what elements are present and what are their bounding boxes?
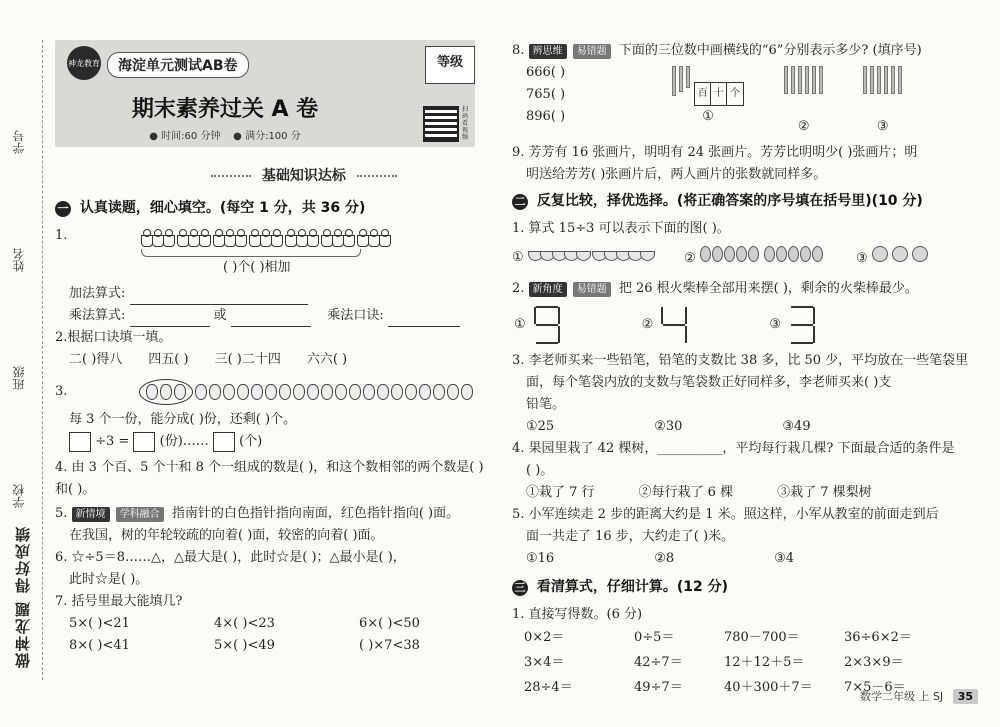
name-label: 姓名: [12, 248, 26, 272]
s2-question-2: 2. 新角度 易错题 把 26 根火柴棒全部用来摆( )，剩余的火柴棒最少。 ① ② ③: [512, 278, 982, 344]
option-ten-sticks: ②: [784, 66, 823, 138]
option-grapes: ②: [684, 246, 824, 270]
pear-group-circled: [139, 379, 193, 405]
question-1: [55, 225, 495, 327]
question-5: 5. 新情境 学科融合 指南针的白色指针指向南面，红色指针指向( )面。 在我国，树的年轮较疏的向着( )面，较密的向着( )面。: [55, 503, 495, 547]
option-bananas: ①: [512, 247, 652, 269]
page-footer: [860, 688, 978, 704]
answer-box[interactable]: [133, 432, 155, 452]
decor-line: [211, 175, 251, 177]
s3-question-1: 1. 直接写得数。(6 分) 0×2＝ 0÷5＝ 780－700＝ 36÷6×2＝ 3×4＝ 42÷7＝ 12＋12＋5＝ 2×3×9＝ 28÷4＝ 49÷7＝ 40＋300＋7＝ 7×5－6＝: [512, 604, 982, 699]
q2-item: 六六( ): [306, 352, 348, 367]
brand-logo: 神龙教育: [67, 46, 101, 80]
section-1-text: 认真读题，细心填空。(每空 1 分，共 36 分): [79, 200, 366, 216]
s2q5-options: ①16 ②8 ③4: [526, 551, 795, 566]
q8-number-list: 666( ) 765( ) 896( ): [526, 65, 566, 124]
option-digit-3: ③: [769, 306, 817, 344]
option-abacus: 百 十 个 ①: [672, 66, 744, 138]
class-label: 班级: [12, 366, 26, 390]
q5-text1: 指南针的白色指针指向南面，红色指针指向( )面。: [171, 506, 460, 521]
option-peaches: ③: [856, 246, 932, 270]
q2-item: 四五( ): [148, 352, 189, 367]
answer-box[interactable]: [213, 432, 235, 452]
s2q1-options: [512, 246, 982, 270]
stick-bundle: [784, 66, 823, 94]
tag-new-angle: 新角度: [529, 282, 567, 297]
q9-line1: 9. 芳芳有 16 张画片，明明有 24 张画片。芳芳比明明少( )张画片；明: [512, 145, 918, 160]
decor-line: [357, 175, 397, 177]
tag-interdisciplinary: 学科融合: [116, 507, 164, 522]
q2-text: 2.根据口诀填一填。: [55, 330, 172, 345]
stick-bundle: [863, 66, 902, 94]
student-id-label: 学号: [12, 130, 26, 154]
place-value-labels: 百 十 个: [694, 82, 744, 106]
s2q2-options: [514, 306, 982, 344]
q8-options: [672, 66, 902, 138]
question-6: [55, 547, 495, 591]
left-column: [55, 40, 495, 657]
q5-text2: 在我国，树的年轮较疏的向着( )面，较密的向着( )面。: [69, 528, 384, 543]
grade-box: 等级: [425, 46, 475, 84]
option-stick-group: ③: [863, 66, 902, 138]
school-label: 学校: [12, 484, 26, 508]
q7-items: 5×( )<21 4×( )<23 6×( )<50 8×( )<41 5×( )<49 ( )×7<38: [69, 616, 420, 653]
q6-line1: 6. ☆÷5＝8……△，△最大是( )，此时☆是( )；△最小是( )，: [55, 550, 406, 565]
footer-text: 数学二年级 上 SJ: [859, 690, 944, 703]
pear-illustration: [139, 379, 473, 405]
question-3: [55, 379, 495, 453]
section-3-title: 三 看清算式，仔细计算。(12 分): [512, 576, 982, 596]
section-1-title: [55, 197, 495, 217]
pot-illustration: [141, 229, 495, 247]
q8-body: [512, 62, 982, 138]
brand-name: 海淀单元测试AB卷: [107, 52, 249, 78]
s2-question-4: 4. 果园里栽了 42 棵树，__________，平均每行栽几棵? 下面最合适的条件是 ( )。 ①栽了 7 行 ②每行栽了 6 棵 ③栽了 7 棵梨树: [512, 438, 982, 504]
section-heading-basic: [205, 165, 495, 185]
tag-new-context: 新情境: [72, 507, 110, 522]
s2-question-1: 1. 算式 15÷3 可以表示下面的图( )。 ① ② ③: [512, 218, 982, 270]
question-8: 8. 辨思维 易错题 下面的三位数中画横线的“6”分别表示多少? (填序号) 666( ) 765( ) 896( ) 百 十 个 ① ② ③: [512, 40, 982, 138]
exam-header: [55, 40, 475, 147]
time-limit: ● 时间:60 分钟: [149, 131, 221, 142]
q1-caption: ( )个( )相加: [223, 260, 291, 275]
answer-blank[interactable]: [231, 313, 311, 327]
exam-title: 期末素养过关 A 卷: [131, 97, 319, 122]
q3-number: 3.: [55, 384, 68, 399]
q7-text: 7. 括号里最大能填几?: [55, 594, 183, 609]
abacus-rods: [672, 66, 690, 96]
q9-line2: 明送给芳芳( )张画片后，两人画片的张数就同样多。: [526, 167, 827, 182]
q8-text: 下面的三位数中画横线的“6”分别表示多少? (填序号): [618, 43, 922, 58]
page-number: 35: [953, 689, 978, 704]
binding-gutter: [0, 0, 50, 727]
s2q4-options: ①栽了 7 行 ②每行栽了 6 棵 ③栽了 7 棵梨树: [526, 485, 872, 500]
q3-equation: ÷3 = (份)…… (个): [55, 431, 495, 453]
q2-items: [55, 349, 495, 371]
question-4: 4. 由 3 个百、5 个十和 8 个一组成的数是( )，和这个数相邻的两个数是( )和( )。: [55, 460, 484, 497]
answer-blank[interactable]: [130, 313, 210, 327]
qr-code-icon: [423, 106, 459, 142]
question-9: [512, 142, 982, 186]
tag-error-prone: 易错题: [573, 282, 611, 297]
option-digit-4: ②: [642, 306, 690, 344]
option-digit-9: ①: [514, 306, 562, 344]
exam-meta: [55, 127, 395, 142]
q2-item: 二( )得八: [69, 352, 123, 367]
s2-question-5: 5. 小军连续走 2 步的距离大约是 1 米。照这样，小军从教室的前面走到后 面一共走了 16 步，大约走了( )米。 ①16 ②8 ③4: [512, 504, 982, 570]
answer-blank[interactable]: [388, 313, 460, 327]
q3-pears-row: [55, 379, 495, 405]
question-2: [55, 327, 495, 371]
brace: [141, 249, 361, 257]
full-score: ● 满分:100 分: [233, 131, 301, 142]
q3-text: 每 3 个一份，能分成( )份，还剩( )个。: [69, 412, 297, 427]
question-7: [55, 591, 495, 657]
tag-error-prone: 易错题: [573, 44, 611, 59]
qr-label: 扫码看视频: [462, 106, 469, 141]
section-number: 一: [55, 201, 71, 217]
calc-grid: 0×2＝ 0÷5＝ 780－700＝ 36÷6×2＝ 3×4＝ 42÷7＝ 12＋12＋5＝ 2×3×9＝ 28÷4＝ 49÷7＝ 40＋300＋7＝ 7×5－6＝: [524, 630, 912, 695]
answer-blank[interactable]: [130, 291, 308, 305]
slogan: 做神龙题 得好成绩: [14, 525, 32, 669]
q1-number: 1.: [55, 228, 68, 243]
q1-add-line: 加法算式:: [55, 283, 495, 305]
answer-box[interactable]: [69, 432, 91, 452]
s2-question-3: 3. 李老师买来一些铅笔，铅笔的支数比 38 多，比 50 少，平均放在一些笔袋里 面，每个笔袋内放的支数与笔袋数正好同样多，李老师买来( )支 铅笔。 ①25 ②30 ③49: [512, 350, 982, 438]
q6-line2: 此时☆是( )。: [69, 572, 149, 587]
cut-line: [42, 40, 43, 680]
right-column: [512, 40, 982, 699]
section-2-title: 二 反复比较，择优选择。(将正确答案的序号填在括号里)(10 分): [512, 190, 982, 210]
q2-item: 三( )二十四: [214, 352, 281, 367]
tag-thinking: 辨思维: [529, 44, 567, 59]
basic-heading-text: 基础知识达标: [261, 168, 346, 184]
q1-mul-line: 乘法算式: 或 乘法口诀:: [55, 305, 495, 327]
s2q3-options: ①25 ②30 ③49: [526, 419, 811, 434]
